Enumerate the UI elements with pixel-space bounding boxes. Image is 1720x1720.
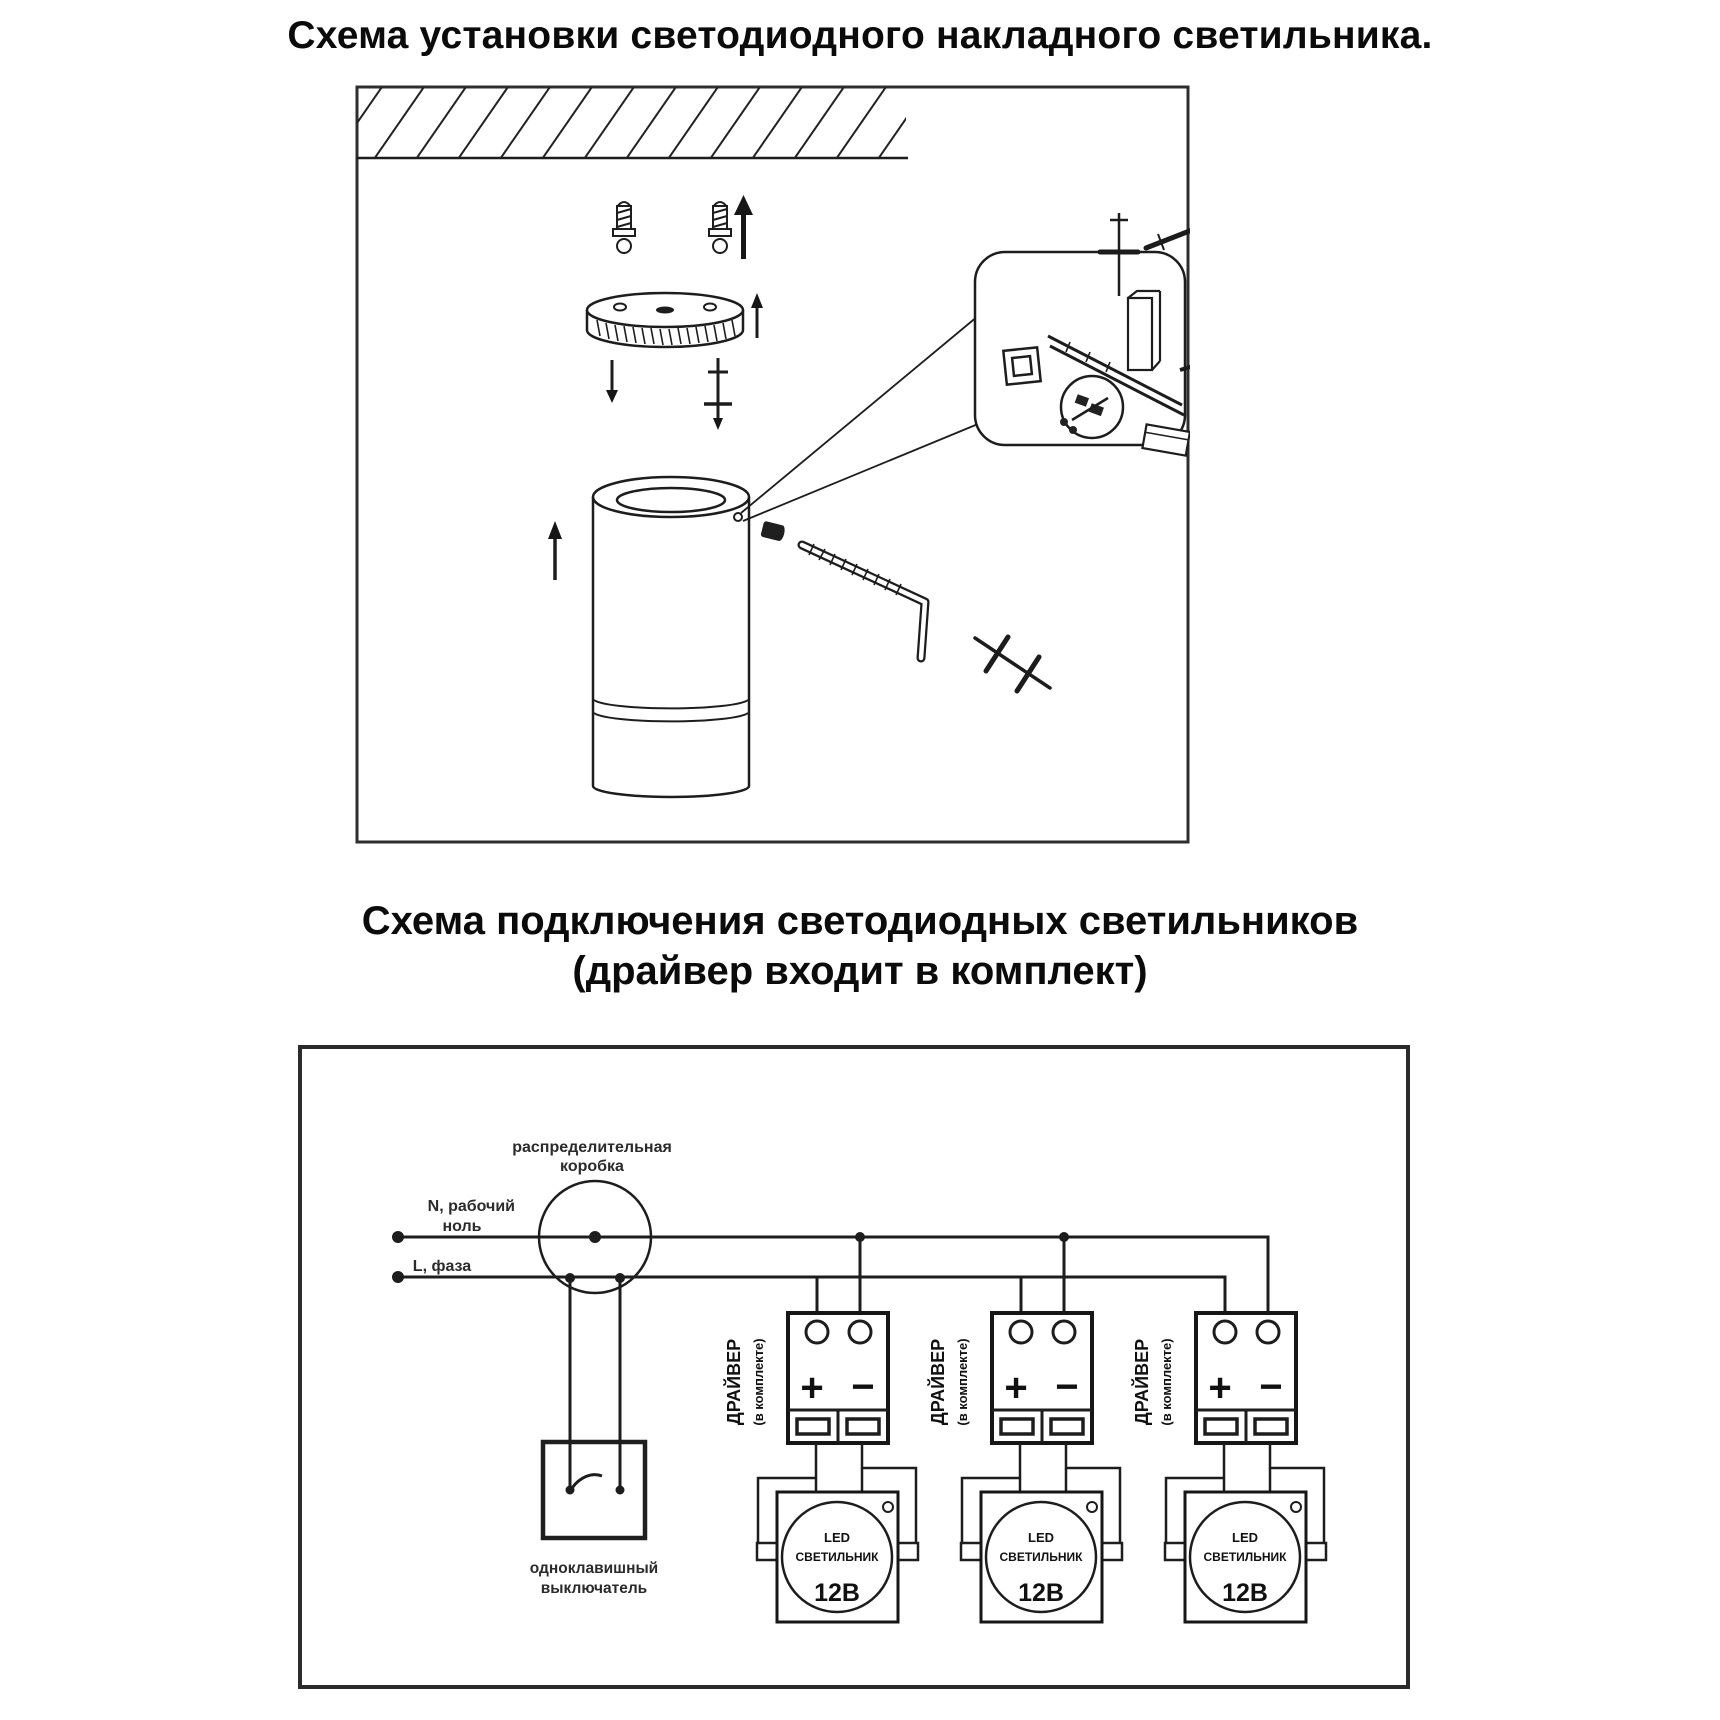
connection-title	[0, 896, 1720, 996]
switch-box	[543, 1442, 645, 1538]
lamp-voltage: 12В	[1222, 1579, 1268, 1607]
neutral-label: ноль	[442, 1218, 482, 1235]
lamp-label: LED	[824, 1530, 850, 1545]
installation-title: Схема установки светодиодного накладного светильника.	[287, 14, 1433, 57]
screw-detail-circle	[1060, 376, 1123, 438]
installation-frame	[357, 87, 1188, 842]
junction-box-label: распределительная	[512, 1139, 672, 1156]
switch-label: выключатель	[540, 1580, 648, 1597]
lamp-voltage: 12В	[1018, 1579, 1064, 1607]
neutral-label: N, рабочий	[427, 1198, 515, 1215]
plus-terminal: +	[1004, 1366, 1028, 1410]
minus-terminal: −	[851, 1365, 875, 1409]
lamp-label: LED	[1028, 1530, 1054, 1545]
phase-label: L, фаза	[412, 1258, 472, 1275]
driver-sublabel: (в комплекте)	[955, 1338, 970, 1426]
wiring-diagram	[290, 1045, 1420, 1695]
driver-sublabel: (в комплекте)	[1159, 1338, 1174, 1426]
plus-terminal: +	[1208, 1366, 1232, 1410]
driver-label: ДРАЙВЕР	[1132, 1338, 1152, 1426]
minus-terminal: −	[1055, 1365, 1079, 1409]
lamp-label: LED	[1232, 1530, 1258, 1545]
junction-box-label: коробка	[560, 1158, 624, 1175]
lamp-label: СВЕТИЛЬНИК	[1203, 1550, 1287, 1564]
plus-terminal: +	[800, 1366, 824, 1410]
driver-label: ДРАЙВЕР	[724, 1338, 744, 1426]
connection-title-line1: Схема подключения светодиодных светильников	[361, 899, 1359, 943]
driver-sublabel: (в комплекте)	[751, 1338, 766, 1426]
lamp-voltage: 12В	[814, 1579, 860, 1607]
driver-label: ДРАЙВЕР	[928, 1338, 948, 1426]
installation-diagram	[355, 85, 1190, 845]
lamp-label: СВЕТИЛЬНИК	[795, 1550, 879, 1564]
lamp-label: СВЕТИЛЬНИК	[999, 1550, 1083, 1564]
minus-terminal: −	[1259, 1365, 1283, 1409]
switch-label: одноклавишный	[529, 1560, 659, 1577]
connection-title-line2: (драйвер входит в комплект)	[572, 949, 1148, 993]
